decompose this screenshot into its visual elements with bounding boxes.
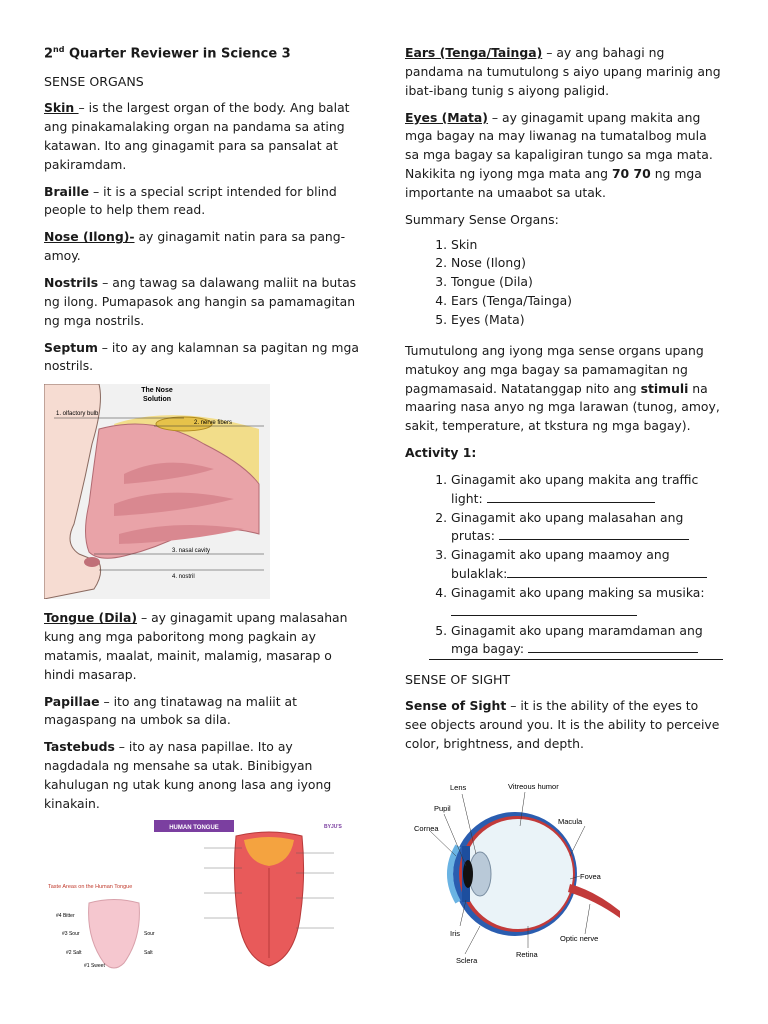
taste-label-bitter: #4 Bitter: [56, 913, 75, 919]
nose-label-cavity: 3. nasal cavity: [172, 548, 211, 555]
activity-item: 5. Ginagamit ako upang maramdaman ang mga bagay:: [451, 622, 723, 660]
answer-blank[interactable]: [499, 528, 689, 540]
activity-item: 2. Ginagamit ako upang malasahan ang prutas:: [451, 509, 723, 547]
left-column: [44, 44, 360, 822]
summary-item: 2. Nose (Ilong): [451, 254, 723, 273]
activity-item: 1. Ginagamit ako upang makita ang traffic light:: [451, 471, 723, 509]
page-title: 2nd Quarter Reviewer in Science 3: [44, 45, 291, 62]
skin-definition: Skin – is the largest organ of the body. Ang balat ang pinakamalaking organ na pandama sa ating katawan. Ito ang ginagamit para sa pansalat at pakiramdam.: [44, 100, 350, 172]
taste-areas-title: Taste Areas on the Human Tongue: [48, 884, 133, 890]
activity-title: Activity 1:: [405, 445, 477, 461]
section-heading-sense-of-sight: SENSE OF SIGHT: [405, 672, 511, 688]
summary-title: Summary Sense Organs:: [405, 211, 559, 227]
eye-diagram: [410, 776, 620, 968]
right-column: [405, 44, 723, 762]
ears-definition: Ears (Tenga/Tainga) – ay ang bahagi ng pandama na tumutulong s aiyo upang marinig ang ibat-ibang tunig s aiyong paligid.: [405, 45, 721, 98]
taste-label-sweet: #1 Sweet: [84, 963, 105, 969]
eye-label-sclera: Sclera: [456, 956, 478, 965]
eyes-definition: Eyes (Mata) – ay ginagamit upang makita ang mga bagay na may liwanag na tumatalbog mula sa mga bagay sa kapaligiran tungo sa mga mata. Nakikita ng iyong mga mata ang 70 70 ng mga importante na umaabot sa utak.: [405, 109, 713, 200]
answer-blank[interactable]: [507, 566, 707, 578]
papillae-definition: Papillae – ito ang tinatawag na maliit at magaspang na umbok sa dila.: [44, 693, 297, 728]
nose-label-nostril: 4. nostril: [172, 574, 195, 581]
pupil-shape: [463, 860, 473, 888]
tongue-definition: Tongue (Dila) – ay ginagamit upang malasahan kung ang mga paboritong mong pagkain ay matamis, maalat, mainit, malamig, masarap o hindi masarap.: [44, 610, 348, 682]
eye-label-vitreous: Vitreous humor: [508, 782, 559, 791]
eye-label-pupil: Pupil: [434, 804, 451, 813]
summary-item: 5. Eyes (Mata): [451, 311, 723, 330]
answer-blank[interactable]: [528, 641, 698, 653]
taste-label-salt-right: Salt: [144, 950, 153, 956]
braille-definition: Braille – it is a special script intended for blind people to help them read.: [44, 183, 337, 218]
eye-label-macula: Macula: [558, 817, 583, 826]
summary-list: [405, 236, 723, 330]
section-heading-sense-organs: SENSE ORGANS: [44, 74, 144, 90]
taste-label-sour-left: #3 Sour: [62, 931, 80, 937]
divider: [429, 659, 723, 660]
nose-figure-title: The Nose: [141, 387, 173, 395]
eye-label-optic-nerve: Optic nerve: [560, 934, 599, 943]
activity-item: 3. Ginagamit ako upang maamoy ang bulaklak:: [451, 546, 723, 584]
nostrils-definition: Nostrils – ang tawag sa dalawang maliit na butas ng ilong. Pumapasok ang hangin sa pamamagitan ng mga nostrils.: [44, 274, 357, 328]
eye-label-cornea: Cornea: [414, 824, 439, 833]
nostril-shape: [84, 557, 100, 567]
stimuli-paragraph: Tumutulong ang iyong mga sense organs upang matukoy ang mga bagay sa pamamagitan ng pagmamasaid. Natatanggap nito ang stimuli na maaring nasa anyo ng mga larawan (tunog, amoy, sakit, temperature, at tkstura ng mga bagay).: [405, 342, 720, 434]
nose-definition: Nose (Ilong)- ay ginagamit natin para sa pang-amoy.: [44, 229, 346, 264]
optic-nerve-shape: [568, 884, 620, 918]
summary-item: 1. Skin: [451, 236, 723, 255]
nose-figure-subtitle: Solution: [143, 396, 171, 404]
nose-diagram: [44, 384, 270, 599]
sight-definition: Sense of Sight – it is the ability of the eyes to see objects around you. It is the ability to perceive color, brightness, and depth.: [405, 698, 720, 752]
nose-label-nerve: 2. nerve fibers: [194, 420, 233, 427]
taste-label-sour-right: Sour: [144, 931, 155, 937]
eye-label-fovea: Fovea: [580, 872, 601, 881]
eye-label-lens: Lens: [450, 783, 467, 792]
nose-label-olfactory: 1. olfactory bulb: [56, 411, 99, 418]
answer-blank[interactable]: [451, 604, 637, 616]
activity-list: [405, 471, 723, 659]
taste-map-tongue-shape: [89, 900, 140, 969]
summary-item: 3. Tongue (Dila): [451, 273, 723, 292]
byjus-logo: BYJU'S: [324, 824, 342, 830]
septum-definition: Septum – ito ay ang kalamnan sa pagitan ng mga nostrils.: [44, 339, 359, 374]
tastebuds-definition: Tastebuds – ito ay nasa papillae. Ito ay nagdadala ng mensahe sa utak. Binibigyan kahulugan ng utak kung anong lasa ang iyong kinakain.: [44, 739, 332, 811]
taste-label-salt-left: #2 Salt: [66, 950, 82, 956]
eye-label-retina: Retina: [516, 950, 538, 959]
human-tongue-title: HUMAN TONGUE: [169, 825, 219, 831]
eye-label-iris: Iris: [450, 929, 460, 938]
summary-item: 4. Ears (Tenga/Tainga): [451, 292, 723, 311]
tongue-diagram: [44, 818, 366, 976]
activity-item: 4. Ginagamit ako upang making sa musika:: [451, 584, 723, 622]
answer-blank[interactable]: [487, 491, 655, 503]
